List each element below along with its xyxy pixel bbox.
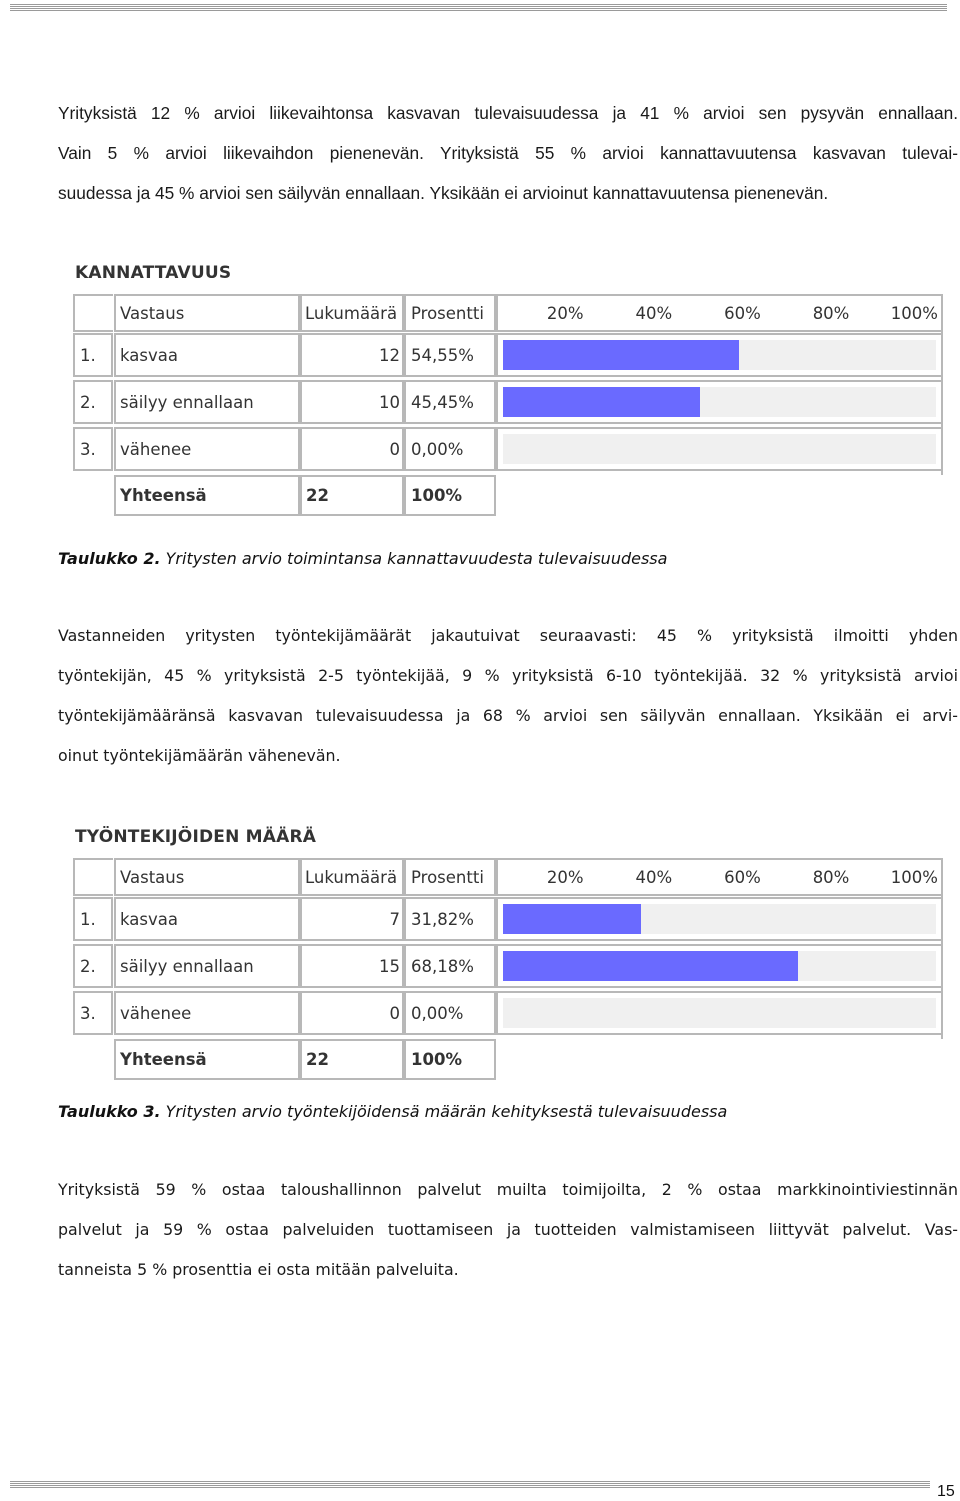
scale-tick-label: 60% bbox=[724, 867, 761, 887]
table-grid bbox=[73, 294, 943, 475]
row-count: 10 bbox=[300, 380, 404, 424]
text-line: Vastanneiden yritysten työntekijämäärät jakautuivat seuraavasti: 45 % yrityksistä ilmoitti yhden bbox=[58, 626, 958, 645]
row-bar-cell bbox=[496, 380, 943, 424]
text-line: työntekijämääränsä kasvavan tulevaisuudessa ja 68 % arvioi sen säilyvän ennallaan. Yksikään ei arvi- bbox=[58, 706, 958, 725]
page-number: 15 bbox=[937, 1483, 955, 1500]
paragraph-revenue bbox=[58, 93, 958, 213]
row-answer: säilyy ennallaan bbox=[114, 944, 300, 988]
total-label: Yhteensä bbox=[114, 1039, 300, 1080]
header-answer: Vastaus bbox=[114, 294, 300, 332]
header-scale bbox=[496, 294, 943, 332]
paragraph-services bbox=[58, 1170, 958, 1290]
row-bar-cell bbox=[496, 991, 943, 1035]
text-line: Vain 5 % arvioi liikevaihdon pienenevän. Yrityksistä 55 % arvioi kannattavuutensa kasvavan tulevai- bbox=[58, 143, 958, 163]
header-answer: Vastaus bbox=[114, 858, 300, 896]
total-count: 22 bbox=[300, 475, 404, 516]
scale-tick-label: 20% bbox=[546, 867, 584, 887]
row-answer: kasvaa bbox=[114, 897, 300, 941]
header-index-cell bbox=[73, 858, 113, 896]
total-percent: 100% bbox=[404, 475, 496, 516]
scale-tick-label: 80% bbox=[812, 303, 850, 323]
caption-label: Taulukko 2. bbox=[58, 549, 161, 568]
row-answer: kasvaa bbox=[114, 333, 300, 377]
row-index: 1. bbox=[73, 897, 113, 941]
row-percent: 68,18% bbox=[404, 944, 496, 988]
total-percent: 100% bbox=[404, 1039, 496, 1080]
caption-text: Yritysten arvio työntekijöidensä määrän kehityksestä tulevaisuudessa bbox=[160, 1102, 728, 1121]
bar-track bbox=[503, 340, 936, 370]
survey-table-tyontekijoiden-maara bbox=[73, 822, 943, 1069]
scale-tick-label: 40% bbox=[635, 867, 673, 887]
row-count: 0 bbox=[300, 427, 404, 471]
header-index-cell bbox=[73, 294, 113, 332]
text-line: tanneista 5 % prosenttia ei osta mitään palveluita. bbox=[58, 1260, 459, 1279]
paragraph-employees bbox=[58, 616, 958, 776]
bar-track bbox=[503, 387, 936, 417]
bar-track bbox=[503, 904, 936, 934]
scale-tick-label: 40% bbox=[635, 303, 673, 323]
bar-track bbox=[503, 998, 936, 1028]
row-index: 2. bbox=[73, 380, 113, 424]
header-percent: Prosentti bbox=[404, 858, 496, 896]
header-scale bbox=[496, 858, 943, 896]
table-title: KANNATTAVUUS bbox=[75, 263, 232, 283]
row-bar-cell bbox=[496, 897, 943, 941]
row-percent: 0,00% bbox=[404, 427, 496, 471]
scale-ticks bbox=[498, 304, 941, 323]
bar-fill bbox=[503, 387, 700, 417]
row-answer: vähenee bbox=[114, 991, 300, 1035]
row-percent: 45,45% bbox=[404, 380, 496, 424]
scale-tick-label: 80% bbox=[812, 867, 850, 887]
row-count: 12 bbox=[300, 333, 404, 377]
text-line: suudessa ja 45 % arvioi sen säilyvän ennallaan. Yksikään ei arvioinut kannattavuutensa pienenevän. bbox=[58, 183, 829, 203]
header-rule bbox=[10, 4, 947, 12]
bar-fill bbox=[503, 951, 798, 981]
row-percent: 31,82% bbox=[404, 897, 496, 941]
row-index: 1. bbox=[73, 333, 113, 377]
table-caption bbox=[58, 1102, 727, 1121]
bar-track bbox=[503, 951, 936, 981]
row-percent: 0,00% bbox=[404, 991, 496, 1035]
row-count: 15 bbox=[300, 944, 404, 988]
row-answer: säilyy ennallaan bbox=[114, 380, 300, 424]
bar-fill bbox=[503, 340, 739, 370]
text-line: Yrityksistä 59 % ostaa taloushallinnon palvelut muilta toimijoilta, 2 % ostaa markkinointiviestinnän bbox=[58, 1180, 958, 1199]
text-line: oinut työntekijämäärän vähenevän. bbox=[58, 746, 341, 765]
header-percent: Prosentti bbox=[404, 294, 496, 332]
row-answer: vähenee bbox=[114, 427, 300, 471]
caption-label: Taulukko 3. bbox=[58, 1102, 161, 1121]
footer-rule bbox=[10, 1481, 930, 1488]
bar-fill bbox=[503, 904, 641, 934]
scale-ticks bbox=[498, 868, 941, 887]
row-bar-cell bbox=[496, 427, 943, 471]
text-line: palvelut ja 59 % ostaa palveluiden tuottamiseen ja tuotteiden valmistamiseen liittyvät palvelut. Vas- bbox=[58, 1220, 958, 1239]
header-count: Lukumäärä bbox=[300, 858, 404, 896]
table-grid bbox=[73, 858, 943, 1039]
bar-track bbox=[503, 434, 936, 464]
row-bar-cell bbox=[496, 333, 943, 377]
row-index: 2. bbox=[73, 944, 113, 988]
total-count: 22 bbox=[300, 1039, 404, 1080]
text-line: työntekijän, 45 % yrityksistä 2-5 työntekijää, 9 % yrityksistä 6-10 työntekijää. 32 % yrityksistä arvioi bbox=[58, 666, 958, 685]
text-line: Yrityksistä 12 % arvioi liikevaihtonsa kasvavan tulevaisuudessa ja 41 % arvioi sen pysyvän ennallaan. bbox=[58, 103, 958, 123]
row-index: 3. bbox=[73, 427, 113, 471]
table-title: TYÖNTEKIJÖIDEN MÄÄRÄ bbox=[75, 827, 317, 847]
scale-tick-label: 60% bbox=[724, 303, 761, 323]
scale-tick-label: 100% bbox=[890, 867, 938, 887]
row-count: 7 bbox=[300, 897, 404, 941]
caption-text: Yritysten arvio toimintansa kannattavuudesta tulevaisuudessa bbox=[160, 549, 668, 568]
scale-tick-label: 20% bbox=[546, 303, 584, 323]
row-bar-cell bbox=[496, 944, 943, 988]
row-count: 0 bbox=[300, 991, 404, 1035]
survey-table-kannattavuus bbox=[73, 258, 943, 505]
row-percent: 54,55% bbox=[404, 333, 496, 377]
header-count: Lukumäärä bbox=[300, 294, 404, 332]
scale-tick-label: 100% bbox=[890, 303, 938, 323]
table-caption bbox=[58, 549, 667, 568]
total-label: Yhteensä bbox=[114, 475, 300, 516]
row-index: 3. bbox=[73, 991, 113, 1035]
